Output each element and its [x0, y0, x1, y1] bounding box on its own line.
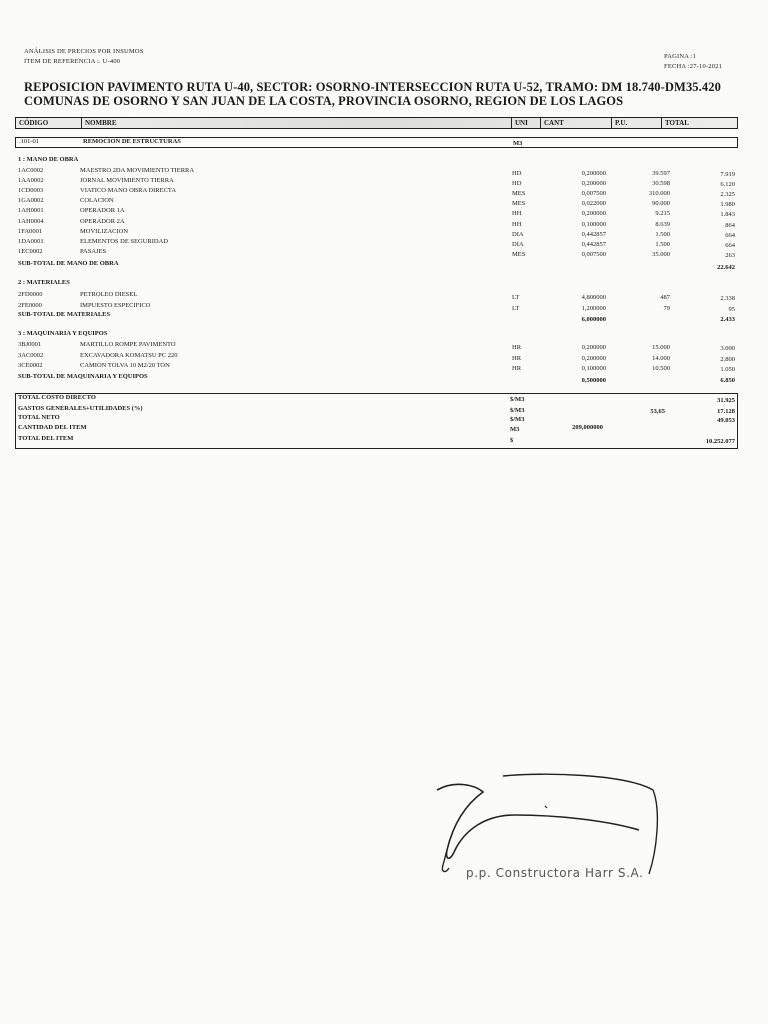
row-cant: 0,200000	[581, 344, 606, 351]
col-pu: P.U.	[611, 118, 627, 128]
row-total: 2.800	[720, 355, 735, 363]
subtotal-label: SUB-TOTAL DE MANO DE OBRA	[18, 260, 119, 267]
total-label: GASTOS GENERALES+UTILIDADES (%)	[18, 405, 143, 412]
row-code: 3BJ0001	[18, 341, 42, 348]
total-value: 10.252.077	[705, 438, 735, 445]
section-title: 2 : MATERIALES	[18, 279, 70, 286]
row-total: 6.120	[720, 181, 735, 189]
subtotal-value: 22.642	[717, 264, 735, 271]
row-code: 1CD0003	[18, 187, 44, 195]
item-name: REMOCION DE ESTRUCTURAS	[83, 138, 181, 145]
row-name: CAMION TOLVA 10 M2/20 TON	[80, 362, 170, 369]
col-cant: CANT	[540, 118, 564, 128]
row-name: EXCAVADORA KOMATSU PC 220	[80, 351, 178, 359]
row-code: 1AC0002	[18, 167, 44, 174]
subtotal-label: SUB-TOTAL DE MATERIALES	[18, 311, 111, 318]
row-unit: DIA	[512, 240, 524, 248]
row-pu: 39.597	[652, 170, 670, 177]
row-unit: LT	[512, 294, 520, 301]
row-name: MOVILIZACION	[80, 227, 129, 235]
table-header	[15, 117, 738, 129]
item-reference: ITEM DE REFERENCIA :. U-400	[24, 58, 121, 65]
total-value: 17.128	[717, 408, 735, 415]
row-name: VIATICO MANO OBRA DIRECTA	[80, 187, 177, 195]
col-codigo: CÓDIGO	[19, 119, 49, 127]
signature-caption: p.p. Constructora Harr S.A.	[466, 866, 644, 880]
row-name: COLACION	[80, 197, 114, 205]
row-total: 1.843	[720, 211, 735, 219]
row-cant: 0,200000	[581, 180, 606, 188]
row-pu: 90.000	[652, 200, 670, 208]
row-pu: 14.000	[652, 354, 670, 362]
subtotal-value: 2.433	[720, 316, 735, 323]
row-cant: 0,442857	[581, 230, 606, 238]
row-unit: HH	[512, 210, 522, 218]
row-code: 1AH0004	[18, 217, 44, 225]
total-unit: $/M3	[510, 416, 525, 423]
row-unit: MES	[512, 190, 526, 198]
row-code: 1EC0002	[18, 247, 43, 255]
row-pu: 1.500	[655, 240, 670, 248]
row-code: 1AH0001	[18, 207, 44, 215]
project-location: COMUNAS DE OSORNO Y SAN JUAN DE LA COSTA, PROVINCIA OSORNO, REGION DE LOS LAGOS	[24, 94, 624, 108]
total-label: TOTAL COSTO DIRECTO	[18, 394, 96, 401]
row-name: OPERADOR 2A	[80, 217, 125, 225]
subtotal-cant: 0,500000	[581, 377, 606, 384]
total-unit: $/M3	[510, 407, 525, 414]
total-unit: $	[510, 437, 514, 444]
row-name: OPERADOR 1A	[80, 207, 125, 215]
total-pu: 53,65	[650, 408, 665, 415]
item-row	[15, 137, 738, 148]
total-label: CANTIDAD DEL ITEM	[18, 424, 87, 431]
row-cant: 0,100000	[581, 365, 606, 372]
row-name: PETROLEO DIESEL	[80, 291, 138, 298]
project-title: REPOSICION PAVIMENTO RUTA U-40, SECTOR: OSORNO-INTERSECCION RUTA U-52, TRAMO: DM 18.740-DM35.420	[24, 80, 721, 94]
row-total: 664	[725, 241, 735, 249]
row-cant: 1,200000	[581, 305, 606, 312]
row-pu: 1.500	[655, 230, 670, 238]
row-name: IMPUESTO ESPECIFICO	[80, 302, 151, 309]
row-total: 864	[725, 221, 735, 229]
row-pu: 487	[660, 294, 670, 301]
total-unit: M3	[510, 426, 520, 433]
row-pu: 310.000	[648, 190, 670, 198]
row-name: MARTILLO ROMPE PAVIMENTO	[80, 341, 176, 348]
row-pu: 30.598	[652, 180, 670, 188]
row-total: 2.325	[720, 191, 735, 199]
section-title: 1 : MANO DE OBRA	[18, 156, 79, 163]
row-total: 1.980	[720, 201, 735, 209]
row-unit: HD	[512, 180, 522, 188]
row-code: 2FE0000	[18, 302, 42, 309]
row-unit: MES	[512, 250, 526, 258]
item-unit: M3	[513, 140, 523, 147]
row-pu: 9.215	[655, 210, 670, 218]
row-cant: 4,800000	[581, 294, 606, 301]
row-code: 1AA0002	[18, 177, 44, 185]
report-date: FECHA :27-10-2021	[664, 63, 723, 70]
row-name: MAESTRO 2DA MOVIMIENTO TIERRA	[80, 167, 195, 174]
row-code: 3CE0002	[18, 362, 43, 369]
subtotal-cant: 6,000000	[581, 316, 606, 323]
row-code: 1DA0001	[18, 237, 44, 245]
section-title: 3 : MAQUINARIA Y EQUIPOS	[18, 330, 108, 337]
row-pu: 8.639	[655, 220, 670, 228]
row-unit: DIA	[512, 230, 524, 238]
row-unit: HD	[512, 170, 522, 177]
row-total: 263	[725, 251, 735, 259]
row-unit: HR	[512, 354, 522, 362]
row-code: 1FA0001	[18, 227, 43, 235]
row-total: 2.338	[720, 295, 735, 302]
row-name: ELEMENTOS DE SEGURIDAD	[80, 237, 168, 245]
row-pu: 15.000	[652, 344, 670, 351]
col-uni: UNI	[511, 118, 528, 128]
row-total: 95	[728, 306, 735, 313]
row-pu: 10.500	[652, 365, 670, 372]
total-label: TOTAL DEL ITEM	[18, 435, 74, 442]
row-name: PASAJES	[80, 247, 107, 255]
row-cant: 0,007500	[581, 190, 606, 198]
row-code: 2FD0000	[18, 291, 43, 298]
row-unit: LT	[512, 305, 520, 312]
total-value: 31.925	[717, 397, 735, 404]
row-unit: MES	[512, 200, 526, 208]
row-total: 7.919	[720, 171, 735, 178]
row-unit: HR	[512, 344, 522, 351]
row-cant: 0,200000	[581, 354, 606, 362]
row-cant: 0,100000	[581, 220, 606, 228]
row-unit: HR	[512, 365, 522, 372]
row-cant: 0,200000	[581, 170, 606, 177]
total-unit: $/M3	[510, 396, 525, 403]
row-unit: HH	[512, 220, 522, 228]
row-code: 1GA0002	[18, 197, 44, 205]
subtotal-label: SUB-TOTAL DE MAQUINARIA Y EQUIPOS	[18, 373, 148, 380]
row-cant: 0,022000	[581, 200, 606, 208]
report-type: ANÁLISIS DE PRECIOS POR INSUMOS	[24, 48, 144, 55]
row-pu: 35.000	[652, 250, 670, 258]
total-cant: 209,000000	[572, 424, 603, 431]
totals-box	[15, 393, 738, 449]
row-cant: 0,200000	[581, 210, 606, 218]
row-total: 3.000	[720, 345, 735, 352]
page-number: PAGINA :1	[664, 53, 697, 60]
total-label: TOTAL NETO	[18, 414, 60, 421]
col-total: TOTAL	[661, 118, 689, 128]
row-cant: 0,442857	[581, 240, 606, 248]
row-name: JORNAL MOVIMIENTO TIERRA	[80, 177, 174, 185]
row-code: 3AC0002	[18, 351, 44, 359]
row-cant: 0,007500	[581, 250, 606, 258]
total-value: 49.053	[717, 417, 735, 424]
item-code: .101-01	[19, 138, 40, 145]
row-pu: 79	[663, 305, 670, 312]
row-total: 1.050	[720, 366, 735, 373]
row-total: 664	[725, 231, 735, 239]
subtotal-value: 6.850	[720, 377, 735, 384]
col-nombre: NOMBRE	[81, 118, 117, 128]
